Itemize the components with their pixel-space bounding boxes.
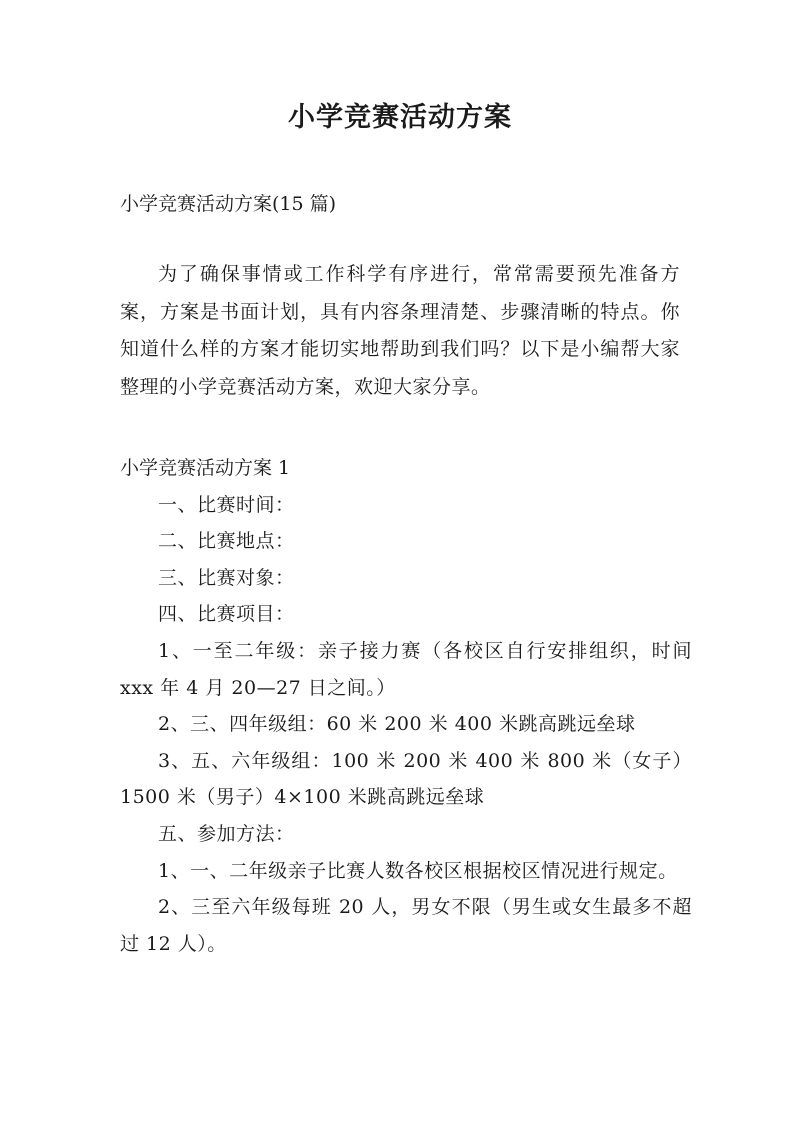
- item-participants: 三、比赛对象：: [158, 566, 295, 589]
- section-1: [120, 450, 692, 962]
- item-time: 一、比赛时间：: [158, 493, 295, 516]
- intro-paragraph: 为了确保事情或工作科学有序进行，常常需要预先准备方案，方案是书面计划，具有内容条理清楚、步骤清晰的特点。你知道什么样的方案才能切实地帮助到我们吗？以下是小编帮大家整理的小学竞赛活动方案，欢迎大家分享。: [120, 263, 680, 398]
- item-method: 五、参加方法：: [158, 822, 295, 845]
- item-events: 四、比赛项目：: [158, 603, 295, 626]
- item-method-grade-3-6: 2、三至六年级每班 20 人，男女不限（男生或女生最多不超过 12 人）。: [120, 896, 692, 955]
- item-events-grade-1-2: 1、一至二年级：亲子接力赛（各校区自行安排组织，时间 xxx 年 4 月 20—27 日之间。）: [120, 639, 692, 699]
- section-title: 小学竞赛活动方案 1: [120, 457, 291, 479]
- document-title: 小学竞赛活动方案: [288, 102, 512, 133]
- item-events-grade-3-4: 2、三、四年级组：60 米 200 米 400 米跳高跳远垒球: [158, 713, 636, 736]
- item-events-grade-5-6: 3、五、六年级组：100 米 200 米 400 米 800 米（女子）1500 米（男子）4×100 米跳高跳远垒球: [120, 749, 692, 809]
- item-location: 二、比赛地点：: [158, 530, 295, 553]
- item-method-grade-1-2: 1、一、二年级亲子比赛人数各校区根据校区情况进行规定。: [158, 859, 678, 882]
- document-subtitle: 小学竞赛活动方案(15 篇): [120, 193, 337, 215]
